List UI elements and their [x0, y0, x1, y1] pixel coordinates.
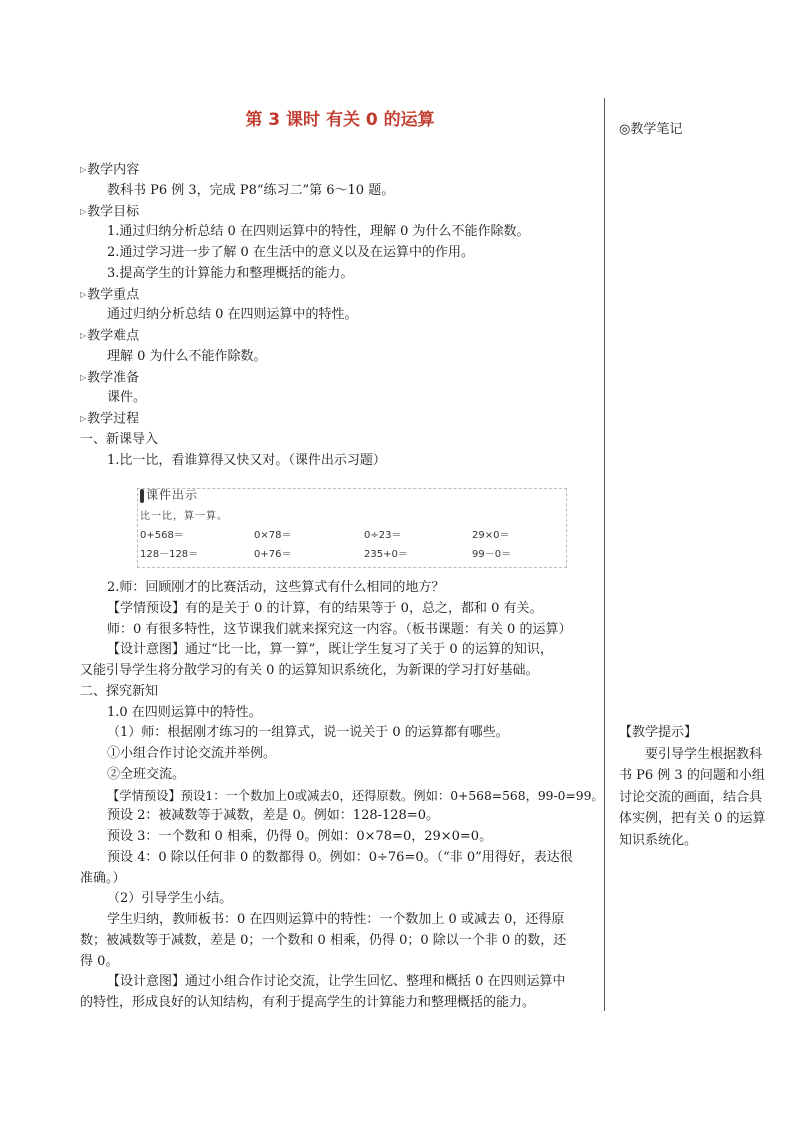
process-line: 【设计意图】通过小组合作讨论交流，让学生回忆、整理和概括 0 在四则运算中: [107, 974, 566, 989]
section-head-content: ▷教学内容: [80, 162, 140, 178]
part-heading: 二、探究新知: [80, 684, 159, 699]
process-line: 师：0 有很多特性，这节课我们就来探究这一内容。（板书课题：有关 0 的运算）: [107, 622, 572, 637]
tips-text: 要引导学生根据教科书 P6 例 3 的问题和小组讨论交流的画面，结合具体实例，把有关 0 的运算知识系统化。: [619, 746, 766, 848]
triangle-right-icon: ▷: [80, 373, 87, 382]
exercise: 0÷23＝: [364, 530, 402, 541]
triangle-right-icon: ▷: [80, 165, 87, 174]
triangle-right-icon: ▷: [80, 207, 87, 216]
process-line: 【设计意图】通过“比一比，算一算”，既让学生复习了关于 0 的运算的知识，: [107, 642, 553, 657]
process-line: 1.比一比，看谁算得又快又对。（课件出示习题）: [107, 453, 386, 468]
process-line: 预设 4：0 除以任何非 0 的数都得 0。例如：0÷76=0。（“非 0”用得好，表达很: [107, 850, 573, 865]
exercise: 99－0＝: [472, 549, 512, 560]
exercise: 235+0＝: [364, 549, 408, 560]
process-line: 1.0 在四则运算中的特性。: [107, 705, 262, 720]
section-head-prep: ▷教学准备: [80, 370, 140, 386]
tag-bar-icon: [140, 489, 144, 503]
process-line: 学生归纳，教师板书：0 在四则运算中的特性：一个数加上 0 或减去 0，还得原: [107, 912, 565, 927]
section-head-key: ▷教学重点: [80, 287, 140, 303]
column-divider: [604, 98, 605, 1011]
part-heading: 一、新课导入: [80, 432, 159, 447]
exercise: 0+568＝: [140, 530, 184, 541]
process-line: 预设 3：一个数和 0 相乘，仍得 0。例如：0×78=0，29×0=0。: [107, 829, 493, 844]
process-line: 【学情预设】预设1：一个数加上0或减去0，还得原数。例如：0+568=568，99-0=99。: [107, 789, 604, 803]
triangle-right-icon: ▷: [80, 331, 87, 340]
courseware-box: [137, 488, 567, 568]
section-head-process: ▷教学过程: [80, 411, 140, 427]
process-line: 数；被减数等于减数，差是 0；一个数和 0 相乘，仍得 0；0 除以一个非 0 的数，还: [80, 933, 567, 948]
process-line: 得 0。: [80, 954, 119, 969]
tips-head: 【教学提示】: [619, 725, 698, 740]
difficulty-text: 理解 0 为什么不能作除数。: [107, 349, 267, 364]
process-line: ②全班交流。: [107, 767, 186, 782]
key-text: 通过归纳分析总结 0 在四则运算中的特性。: [107, 307, 358, 322]
courseware-tag: 课件出示: [146, 486, 198, 503]
process-line: 预设 2：被减数等于减数，差是 0。例如：128-128=0。: [107, 808, 439, 823]
exercise: 29×0＝: [472, 530, 510, 541]
teaching-tips: [619, 722, 769, 851]
process-line: （2）引导学生小结。: [107, 891, 233, 906]
goal-item: 2.通过学习进一步了解 0 在生活中的意义以及在运算中的作用。: [107, 245, 474, 260]
goal-item: 3.提高学生的计算能力和整理概括的能力。: [107, 266, 354, 281]
process-line: （1）师：根据刚才练习的一组算式，说一说关于 0 的运算都有哪些。: [107, 725, 509, 740]
teaching-notes-label: ◎教学笔记: [619, 122, 683, 137]
process-line: 【学情预设】有的是关于 0 的计算，有的结果等于 0，总之，都和 0 有关。: [107, 601, 543, 616]
exercise: 128－128＝: [140, 549, 199, 560]
prep-text: 课件。: [107, 390, 147, 405]
page-title: 第 3 课时 有关 0 的运算: [245, 110, 435, 130]
section-head-goals: ▷教学目标: [80, 204, 140, 220]
courseware-subtitle: 比一比，算一算。: [140, 511, 228, 522]
process-line: 的特性，形成良好的认知结构，有利于提高学生的计算能力和整理概括的能力。: [80, 995, 536, 1010]
process-line: ①小组合作讨论交流并举例。: [107, 746, 277, 761]
goal-item: 1.通过归纳分析总结 0 在四则运算中的特性，理解 0 为什么不能作除数。: [107, 224, 530, 239]
section-head-difficulty: ▷教学难点: [80, 328, 140, 344]
process-line: 准确。）: [80, 871, 126, 886]
process-line: 又能引导学生将分散学习的有关 0 的运算知识系统化，为新课的学习打好基础。: [80, 663, 539, 678]
content-text: 教科书 P6 例 3，完成 P8“练习二”第 6～10 题。: [107, 183, 395, 198]
exercise: 0+76＝: [254, 549, 292, 560]
triangle-right-icon: ▷: [80, 290, 87, 299]
process-line: 2.师：回顾刚才的比赛活动，这些算式有什么相同的地方？: [107, 580, 445, 595]
exercise: 0×78＝: [254, 530, 292, 541]
triangle-right-icon: ▷: [80, 414, 87, 423]
